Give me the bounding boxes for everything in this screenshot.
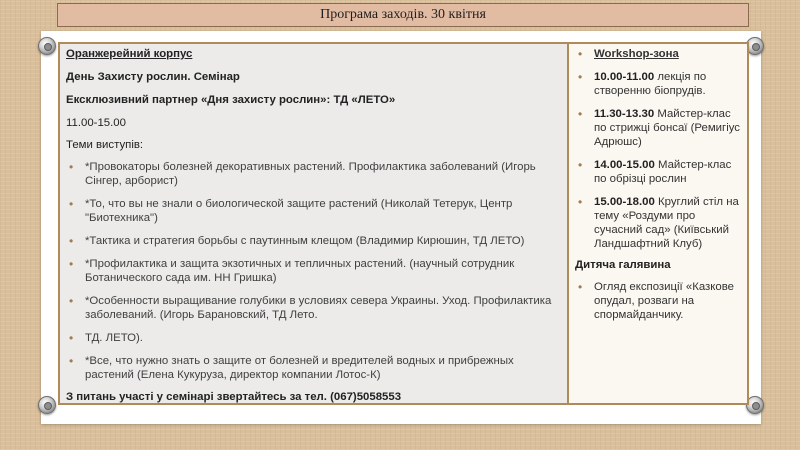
- kids-list: [575, 280, 741, 322]
- list-item: • *То, что вы не знали о биологической защите растений (Николай Тетерук, Центр "Биотехника"): [66, 197, 561, 225]
- page-title: Програма заходів. 30 квітня: [320, 7, 486, 22]
- seminar-column: [60, 44, 569, 403]
- workshop-text: лекція по створенню біопрудів.: [594, 71, 707, 97]
- list-item: • *Тактика и стратегия борьбы с паутинным клещом (Владимир Кирюшин, ТД ЛЕТО): [66, 234, 561, 248]
- list-item: [575, 107, 741, 149]
- list-item: • *Все, что нужно знать о защите от болезней и вредителей водных и прибрежных растений (Елена Кукуруза, директор компании Лотос-К): [66, 354, 561, 382]
- workshop-time: 10.00-11.00: [594, 71, 655, 83]
- workshop-time: 11.30-13.30: [594, 108, 655, 120]
- venue-title: Оранжерейний корпус: [66, 48, 193, 60]
- event-title: День Захисту рослин. Семінар: [66, 71, 240, 83]
- list-item: [575, 158, 741, 186]
- topics-label: Теми виступів:: [66, 139, 144, 151]
- list-item: • *Провокаторы болезней декоративных растений. Профилактика заболеваний (Игорь Сінгер, арборист): [66, 160, 561, 188]
- partner-line: Ексклюзивний партнер «Дня захисту рослин»: ТД «ЛЕТО»: [66, 94, 396, 106]
- workshop-text: Круглий стіл на тему «Роздуми про сучасний сад» (Київський Ландшафтний Клуб): [594, 196, 739, 250]
- workshop-time: 14.00-15.00: [594, 159, 655, 171]
- pin-icon: [38, 37, 56, 55]
- list-item: • *Профилактика и защита экзотичных и тепличных растений. (научный сотрудник Ботанического сада им. НН Гришка): [66, 257, 561, 285]
- workshop-text: Майстер-клас по обрізці рослин: [594, 159, 732, 185]
- title-banner: [57, 3, 749, 27]
- topics-list: [66, 160, 561, 382]
- list-item: [575, 70, 741, 98]
- kids-title: Дитяча галявина: [575, 259, 671, 271]
- list-item: • *Особенности выращивание голубики в условиях севера Украины. Уход. Профилактика заболеваний. (Игорь Барановский, ТД Лето.: [66, 294, 561, 322]
- workshop-title: Workshop-зона: [594, 48, 679, 60]
- time-line: 11.00-15.00: [66, 117, 126, 129]
- list-item: • ТД. ЛЕТО).: [66, 331, 561, 345]
- contact-line: З питань участі у семінарі звертайтесь за тел. (067)5058553: [66, 391, 402, 403]
- workshop-time: 15.00-18.00: [594, 196, 655, 208]
- list-item: [575, 195, 741, 251]
- list-item: [575, 47, 741, 61]
- workshop-heading-list: [575, 47, 741, 251]
- workshop-column: [569, 44, 747, 403]
- pin-icon: [38, 396, 56, 414]
- workshop-text: Майстер-клас по стрижці бонсаї (Ремигіус Адрюшс): [594, 108, 740, 148]
- list-item: • Огляд експозиції «Казкове опудал, розваги на спормайданчику.: [575, 280, 741, 322]
- schedule-table: [58, 42, 749, 405]
